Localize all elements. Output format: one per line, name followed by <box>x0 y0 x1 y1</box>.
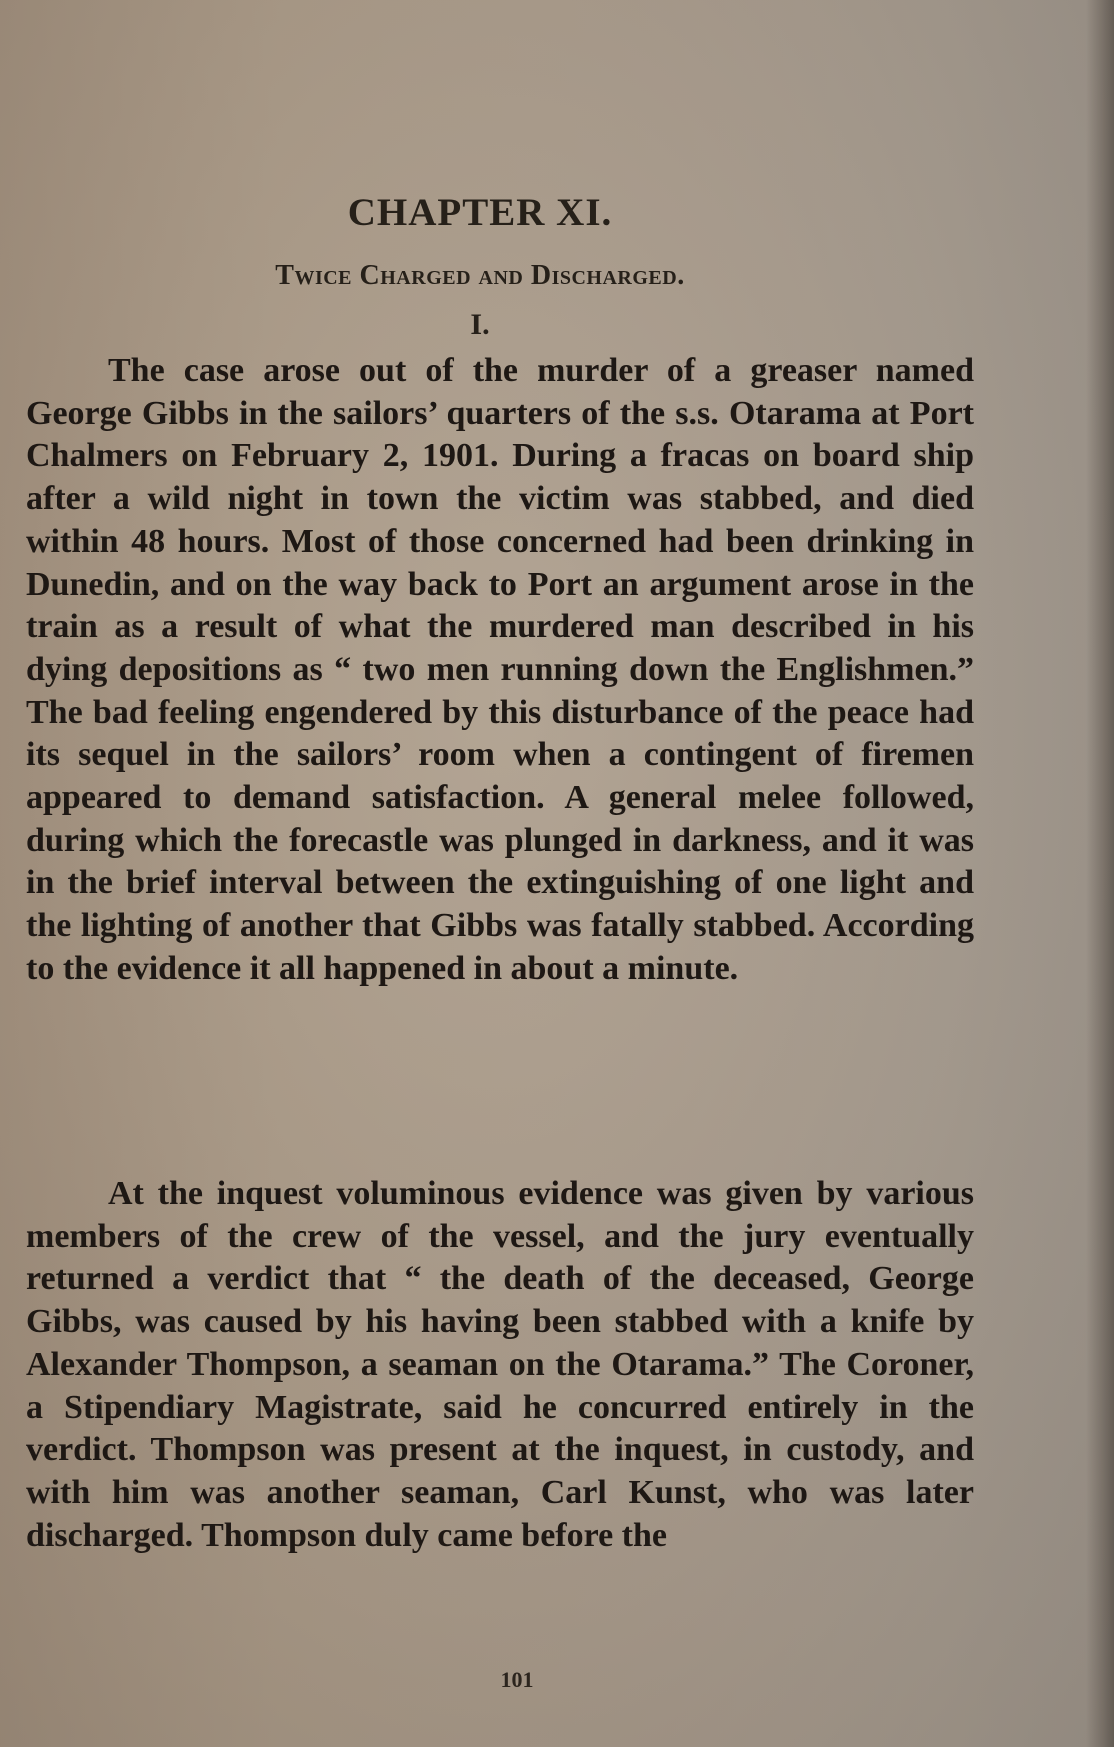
paragraph-2-block <box>26 1173 974 1557</box>
section-number: I. <box>470 308 490 341</box>
chapter-subtitle: Twice Charged and Discharged. <box>275 260 685 291</box>
paragraph: The case arose out of the murder of a greaser named George Gibbs in the sailors’ quarters of the s.s. Otarama at Port Chalmers on February 2, 1901. During a fracas on board ship after a wild night in town the victim was stabbed, and died within 48 hours. Most of those concerned had been drinking in Dunedin, and on the way back to Port an argument arose in the train as a result of what the murdered man described in his dying depositions as “ two men running down the Englishmen.” The bad feeling engendered by this disturbance of the peace had its sequel in the sailors’ room when a contingent of firemen appeared to demand satisfaction. A general melee followed, during which the forecastle was plunged in darkness, and it was in the brief interval between the extinguishing of one light and the lighting of another that Gibbs was fatally stabbed. According to the evidence it all happened in about a minute. <box>26 352 974 987</box>
paragraph-1-block <box>26 350 974 991</box>
page-number: 101 <box>500 1667 534 1692</box>
paragraph: At the inquest voluminous evidence was given by various members of the crew of the vessel, and the jury eventually returned a verdict that “ the death of the deceased, George Gibbs, was caused by his having been stabbed with a knife by Alexander Thompson, a seaman on the Otarama.” The Coroner, a Stipendiary Magistrate, said he concurred entirely in the verdict. Thompson was present at the inquest, in custody, and with him was another seaman, Carl Kunst, who was later discharged. Thompson duly came before the <box>26 1175 974 1554</box>
chapter-title: CHAPTER XI. <box>347 191 613 234</box>
